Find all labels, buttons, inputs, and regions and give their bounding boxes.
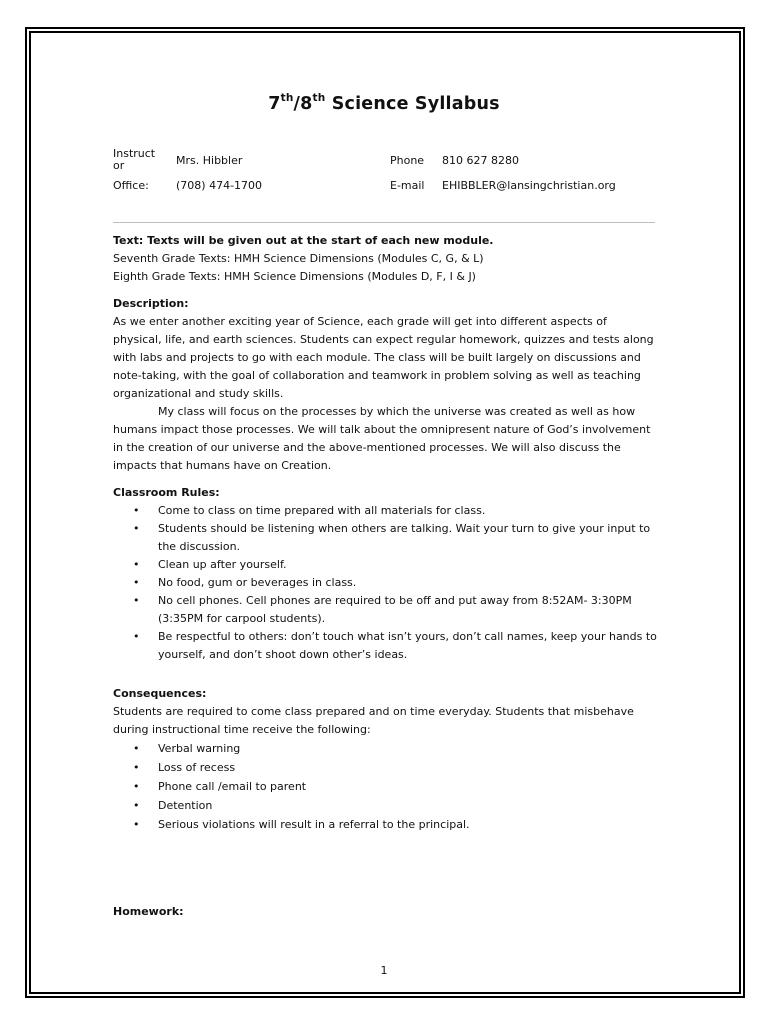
list-item <box>113 796 658 815</box>
bullet-icon: • <box>133 504 140 517</box>
office-label: Office: <box>113 179 149 192</box>
email-value: EHIBBLER@lansingchristian.org <box>442 179 616 192</box>
list-item <box>113 574 658 592</box>
bullet-icon: • <box>133 818 140 831</box>
page-number: 1 <box>380 964 388 977</box>
phone-value: 810 627 8280 <box>442 154 519 167</box>
consequences-intro: Students are required to come class prepared and on time everyday. Students that misbehave during instructional time receive the following: <box>113 705 634 736</box>
divider <box>113 222 655 223</box>
bullet-icon: • <box>133 558 140 571</box>
list-item-text: No food, gum or beverages in class. <box>158 576 357 589</box>
list-item <box>113 758 658 777</box>
list-item-text: Come to class on time prepared with all materials for class. <box>158 504 486 517</box>
bullet-icon: • <box>133 630 140 643</box>
email-label: E-mail <box>390 179 425 192</box>
text-section <box>113 232 658 286</box>
consequences-heading: Consequences: <box>113 687 207 700</box>
eighth-grade-texts: Eighth Grade Texts: HMH Science Dimensions (Modules D, F, I & J) <box>113 270 476 283</box>
list-item-text: Clean up after yourself. <box>158 558 287 571</box>
title-superscript: th <box>312 92 326 104</box>
bullet-icon: • <box>133 799 140 812</box>
list-item <box>113 502 658 520</box>
page-title <box>0 93 768 114</box>
list-item <box>113 815 658 834</box>
bullet-icon: • <box>133 576 140 589</box>
list-item <box>113 628 658 664</box>
list-item-text: Verbal warning <box>158 742 241 755</box>
classroom-rules-heading: Classroom Rules: <box>113 486 220 499</box>
description-section <box>113 295 658 475</box>
bullet-icon: • <box>133 522 140 535</box>
classroom-rules-section <box>113 484 658 664</box>
instructor-label: Instruct or <box>113 147 156 172</box>
list-item <box>113 520 658 556</box>
title-part: 7 <box>268 93 281 114</box>
list-item-text: Detention <box>158 799 213 812</box>
description-heading: Description: <box>113 297 189 310</box>
homework-heading: Homework: <box>113 905 184 918</box>
bullet-icon: • <box>133 742 140 755</box>
description-paragraph-1: As we enter another exciting year of Science, each grade will get into different aspects of physical, life, and earth sciences. Students can expect regular homework, quizzes and tests along with labs and projects to go with each module. The class will be built largely on discussions and note-taking, with the goal of collaboration and teamwork in problem solving as well as teaching organizational and study skills. <box>113 315 654 400</box>
list-item <box>113 556 658 574</box>
bullet-icon: • <box>133 594 140 607</box>
bullet-icon: • <box>133 761 140 774</box>
list-item <box>113 592 658 628</box>
bullet-icon: • <box>133 780 140 793</box>
list-item <box>113 739 658 758</box>
list-item-text: Loss of recess <box>158 761 236 774</box>
list-item-text: No cell phones. Cell phones are required to be off and put away from 8:52AM- 3:30PM (3:35PM for carpool students). <box>158 594 632 625</box>
title-part: /8 <box>293 93 313 114</box>
list-item-text: Students should be listening when others are talking. Wait your turn to give your input to the discussion. <box>158 522 651 553</box>
list-item-text: Be respectful to others: don’t touch what isn’t yours, don’t call names, keep your hands to yourself, and don’t shoot down other’s ideas. <box>158 630 657 661</box>
description-paragraph-2: My class will focus on the processes by which the universe was created as well as how humans impact those processes. We will talk about the omnipresent nature of God’s involvement in the creation of our universe and the above-mentioned processes. We will also discuss the impacts that humans have on Creation. <box>113 405 651 472</box>
title-superscript: th <box>280 92 294 104</box>
seventh-grade-texts: Seventh Grade Texts: HMH Science Dimensions (Modules C, G, & L) <box>113 252 484 265</box>
office-value: (708) 474-1700 <box>176 179 263 192</box>
consequences-section <box>113 685 658 834</box>
instructor-value: Mrs. Hibbler <box>176 154 243 167</box>
text-heading: Text: Texts will be given out at the start of each new module. <box>113 234 494 247</box>
list-item-text: Phone call /email to parent <box>158 780 307 793</box>
title-part: Science Syllabus <box>325 93 500 114</box>
phone-label: Phone <box>390 154 425 167</box>
list-item-text: Serious violations will result in a referral to the principal. <box>158 818 470 831</box>
list-item <box>113 777 658 796</box>
